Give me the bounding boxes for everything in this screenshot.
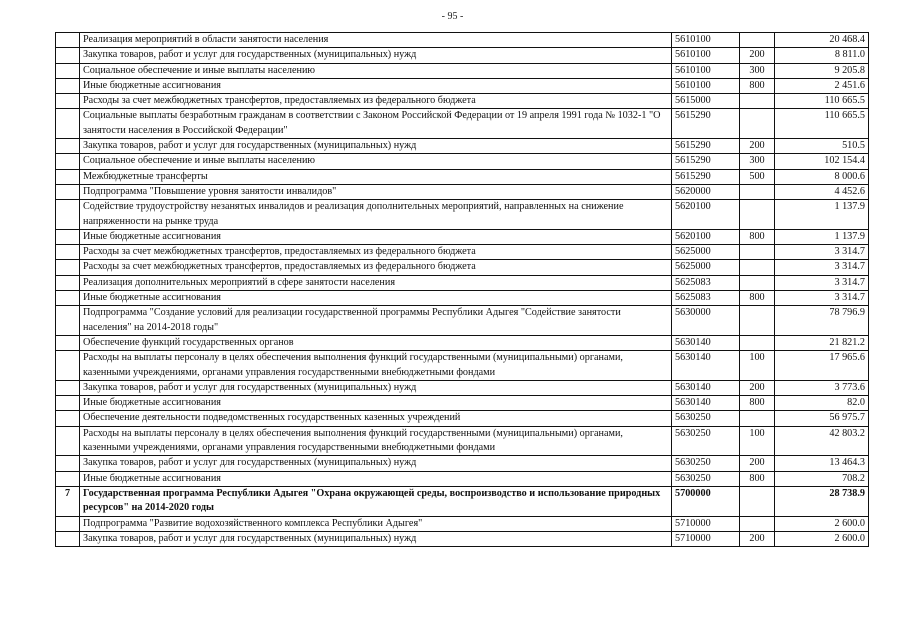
amount-cell: 2 451.6 — [775, 78, 869, 93]
row-number-cell — [56, 184, 80, 199]
target-article-code-cell: 5615000 — [672, 94, 740, 109]
table-row — [56, 109, 869, 139]
row-number-cell — [56, 94, 80, 109]
row-number-cell — [56, 306, 80, 336]
amount-cell: 1 137.9 — [775, 229, 869, 244]
amount-cell: 13 464.3 — [775, 456, 869, 471]
amount-cell: 510.5 — [775, 139, 869, 154]
expense-type-code-cell — [740, 306, 775, 336]
expense-type-code-cell — [740, 184, 775, 199]
target-article-code-cell: 5615290 — [672, 169, 740, 184]
table-row — [56, 335, 869, 350]
row-number-cell — [56, 245, 80, 260]
expense-name-cell: Закупка товаров, работ и услуг для государственных (муниципальных) нужд — [80, 531, 672, 546]
row-number-cell — [56, 200, 80, 230]
target-article-code-cell: 5620100 — [672, 200, 740, 230]
budget-table-body — [56, 33, 869, 547]
table-row — [56, 260, 869, 275]
expense-type-code-cell — [740, 245, 775, 260]
expense-type-code-cell: 200 — [740, 48, 775, 63]
table-row — [56, 139, 869, 154]
expense-type-code-cell: 800 — [740, 229, 775, 244]
table-row — [56, 63, 869, 78]
expense-name-cell: Подпрограмма "Развитие водохозяйственного комплекса Республики Адыгея" — [80, 516, 672, 531]
expense-type-code-cell: 100 — [740, 426, 775, 456]
expense-type-code-cell — [740, 33, 775, 48]
amount-cell: 2 600.0 — [775, 531, 869, 546]
row-number-cell — [56, 63, 80, 78]
row-number-cell — [56, 169, 80, 184]
row-number-cell — [56, 154, 80, 169]
target-article-code-cell: 5710000 — [672, 516, 740, 531]
expense-name-cell: Подпрограмма "Повышение уровня занятости инвалидов" — [80, 184, 672, 199]
row-number-cell — [56, 291, 80, 306]
row-number-cell — [56, 351, 80, 381]
expense-type-code-cell — [740, 411, 775, 426]
expense-type-code-cell: 200 — [740, 531, 775, 546]
expense-type-code-cell: 800 — [740, 291, 775, 306]
amount-cell: 20 468.4 — [775, 33, 869, 48]
row-number-cell — [56, 516, 80, 531]
amount-cell: 17 965.6 — [775, 351, 869, 381]
row-number-cell — [56, 456, 80, 471]
expense-type-code-cell — [740, 516, 775, 531]
table-row — [56, 229, 869, 244]
expense-name-cell: Обеспечение деятельности подведомственных государственных казенных учреждений — [80, 411, 672, 426]
expense-type-code-cell: 200 — [740, 380, 775, 395]
expense-type-code-cell: 200 — [740, 456, 775, 471]
amount-cell: 8 000.6 — [775, 169, 869, 184]
expense-name-cell: Государственная программа Республики Адыгея "Охрана окружающей среды, воспроизводство и использование природных ресурсов" на 2014-2020 годы — [80, 486, 672, 516]
target-article-code-cell: 5630140 — [672, 335, 740, 350]
table-row — [56, 275, 869, 290]
expense-type-code-cell: 200 — [740, 139, 775, 154]
table-row — [56, 169, 869, 184]
table-row — [56, 48, 869, 63]
table-row — [56, 380, 869, 395]
target-article-code-cell: 5615290 — [672, 139, 740, 154]
amount-cell: 8 811.0 — [775, 48, 869, 63]
expense-type-code-cell: 300 — [740, 63, 775, 78]
expense-name-cell: Расходы на выплаты персоналу в целях обеспечения выполнения функций государственными (муниципальными) органами, казенными учреждениями, органами управления государственными внебюджетными фондами — [80, 351, 672, 381]
target-article-code-cell: 5630250 — [672, 471, 740, 486]
amount-cell: 42 803.2 — [775, 426, 869, 456]
amount-cell: 708.2 — [775, 471, 869, 486]
expense-name-cell: Иные бюджетные ассигнования — [80, 396, 672, 411]
expense-name-cell: Закупка товаров, работ и услуг для государственных (муниципальных) нужд — [80, 380, 672, 395]
expense-name-cell: Иные бюджетные ассигнования — [80, 471, 672, 486]
amount-cell: 3 314.7 — [775, 275, 869, 290]
amount-cell: 3 314.7 — [775, 291, 869, 306]
expense-name-cell: Расходы за счет межбюджетных трансфертов, предоставляемых из федерального бюджета — [80, 260, 672, 275]
row-number-cell — [56, 78, 80, 93]
expense-name-cell: Расходы на выплаты персоналу в целях обеспечения выполнения функций государственными (муниципальными) органами, казенными учреждениями, органами управления государственными внебюджетными фондами — [80, 426, 672, 456]
expense-type-code-cell — [740, 486, 775, 516]
row-number-cell — [56, 426, 80, 456]
amount-cell: 9 205.8 — [775, 63, 869, 78]
table-row — [56, 396, 869, 411]
expense-type-code-cell: 100 — [740, 351, 775, 381]
amount-cell: 78 796.9 — [775, 306, 869, 336]
table-row — [56, 486, 869, 516]
table-row — [56, 516, 869, 531]
row-number-cell — [56, 109, 80, 139]
expense-name-cell: Иные бюджетные ассигнования — [80, 229, 672, 244]
target-article-code-cell: 5610100 — [672, 78, 740, 93]
row-number-cell — [56, 48, 80, 63]
expense-type-code-cell — [740, 200, 775, 230]
table-row — [56, 94, 869, 109]
target-article-code-cell: 5630140 — [672, 351, 740, 381]
target-article-code-cell: 5625083 — [672, 291, 740, 306]
expense-type-code-cell — [740, 109, 775, 139]
table-row — [56, 154, 869, 169]
expense-name-cell: Содействие трудоустройству незанятых инвалидов и реализация дополнительных мероприятий, направленных на снижение напряженности на рынке труда — [80, 200, 672, 230]
amount-cell: 3 314.7 — [775, 260, 869, 275]
row-number-cell — [56, 380, 80, 395]
target-article-code-cell: 5630250 — [672, 411, 740, 426]
target-article-code-cell: 5620100 — [672, 229, 740, 244]
target-article-code-cell: 5630000 — [672, 306, 740, 336]
amount-cell: 3 314.7 — [775, 245, 869, 260]
table-row — [56, 78, 869, 93]
amount-cell: 2 600.0 — [775, 516, 869, 531]
row-number-cell — [56, 229, 80, 244]
table-row — [56, 245, 869, 260]
target-article-code-cell: 5610100 — [672, 63, 740, 78]
table-row — [56, 351, 869, 381]
table-row — [56, 471, 869, 486]
row-number-cell — [56, 139, 80, 154]
target-article-code-cell: 5700000 — [672, 486, 740, 516]
expense-name-cell: Реализация мероприятий в области занятости населения — [80, 33, 672, 48]
target-article-code-cell: 5710000 — [672, 531, 740, 546]
row-number-cell — [56, 396, 80, 411]
table-row — [56, 426, 869, 456]
page-number: - 95 - — [441, 11, 464, 22]
target-article-code-cell: 5630250 — [672, 456, 740, 471]
amount-cell: 110 665.5 — [775, 94, 869, 109]
expense-name-cell: Расходы за счет межбюджетных трансфертов, предоставляемых из федерального бюджета — [80, 94, 672, 109]
row-number-cell — [56, 33, 80, 48]
amount-cell: 110 665.5 — [775, 109, 869, 139]
expense-name-cell: Обеспечение функций государственных органов — [80, 335, 672, 350]
expense-name-cell: Социальное обеспечение и иные выплаты населению — [80, 63, 672, 78]
table-row — [56, 184, 869, 199]
row-number-cell — [56, 471, 80, 486]
expense-type-code-cell — [740, 335, 775, 350]
row-number-cell — [56, 531, 80, 546]
expense-name-cell: Закупка товаров, работ и услуг для государственных (муниципальных) нужд — [80, 139, 672, 154]
target-article-code-cell: 5615290 — [672, 109, 740, 139]
expense-name-cell: Подпрограмма "Создание условий для реализации государственной программы Республики Адыгея "Содействие занятости населения" на 2014-2018 годы" — [80, 306, 672, 336]
amount-cell: 82.0 — [775, 396, 869, 411]
expense-name-cell: Закупка товаров, работ и услуг для государственных (муниципальных) нужд — [80, 48, 672, 63]
table-row — [56, 291, 869, 306]
table-row — [56, 200, 869, 230]
expense-type-code-cell: 800 — [740, 471, 775, 486]
target-article-code-cell: 5610100 — [672, 33, 740, 48]
table-row — [56, 456, 869, 471]
expense-name-cell: Социальное обеспечение и иные выплаты населению — [80, 154, 672, 169]
expense-type-code-cell: 500 — [740, 169, 775, 184]
expense-type-code-cell: 300 — [740, 154, 775, 169]
row-number-cell — [56, 260, 80, 275]
amount-cell: 4 452.6 — [775, 184, 869, 199]
table-row — [56, 306, 869, 336]
target-article-code-cell: 5615290 — [672, 154, 740, 169]
table-row — [56, 531, 869, 546]
target-article-code-cell: 5625000 — [672, 245, 740, 260]
expense-name-cell: Реализация дополнительных мероприятий в сфере занятости населения — [80, 275, 672, 290]
target-article-code-cell: 5610100 — [672, 48, 740, 63]
row-number-cell: 7 — [56, 486, 80, 516]
amount-cell: 102 154.4 — [775, 154, 869, 169]
target-article-code-cell: 5630140 — [672, 380, 740, 395]
expense-type-code-cell — [740, 275, 775, 290]
expense-type-code-cell — [740, 94, 775, 109]
expense-name-cell: Закупка товаров, работ и услуг для государственных (муниципальных) нужд — [80, 456, 672, 471]
table-row — [56, 411, 869, 426]
row-number-cell — [56, 335, 80, 350]
expense-type-code-cell — [740, 260, 775, 275]
target-article-code-cell: 5630140 — [672, 396, 740, 411]
budget-table — [55, 32, 869, 547]
expense-name-cell: Иные бюджетные ассигнования — [80, 78, 672, 93]
row-number-cell — [56, 275, 80, 290]
target-article-code-cell: 5620000 — [672, 184, 740, 199]
expense-type-code-cell: 800 — [740, 78, 775, 93]
amount-cell: 28 738.9 — [775, 486, 869, 516]
target-article-code-cell: 5630250 — [672, 426, 740, 456]
amount-cell: 1 137.9 — [775, 200, 869, 230]
amount-cell: 21 821.2 — [775, 335, 869, 350]
amount-cell: 56 975.7 — [775, 411, 869, 426]
expense-name-cell: Социальные выплаты безработным гражданам в соответствии с Законом Российской Федерации от 19 апреля 1991 года № 1032-1 "О занятости населения в Российской Федерации" — [80, 109, 672, 139]
target-article-code-cell: 5625000 — [672, 260, 740, 275]
expense-name-cell: Расходы за счет межбюджетных трансфертов, предоставляемых из федерального бюджета — [80, 245, 672, 260]
row-number-cell — [56, 411, 80, 426]
expense-name-cell: Межбюджетные трансферты — [80, 169, 672, 184]
expense-name-cell: Иные бюджетные ассигнования — [80, 291, 672, 306]
amount-cell: 3 773.6 — [775, 380, 869, 395]
table-row — [56, 33, 869, 48]
expense-type-code-cell: 800 — [740, 396, 775, 411]
target-article-code-cell: 5625083 — [672, 275, 740, 290]
